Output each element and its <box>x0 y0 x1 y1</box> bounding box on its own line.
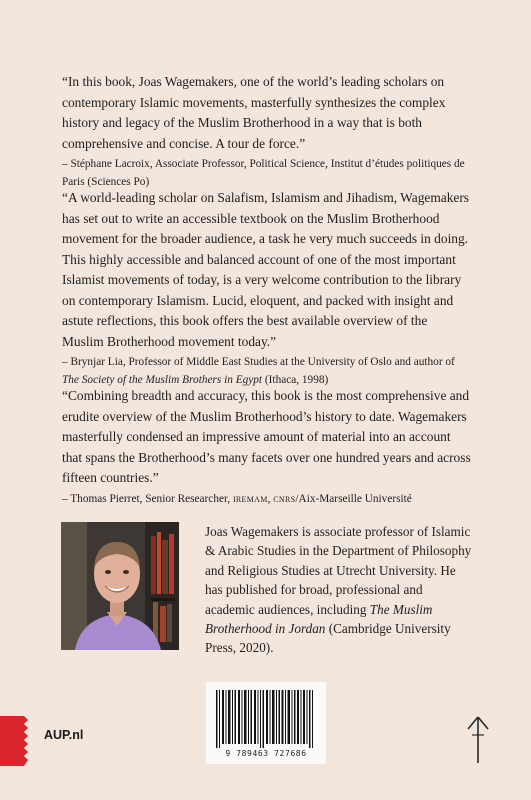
endorsement-attribution <box>62 490 472 508</box>
endorsement-attribution: – Stéphane Lacroix, Associate Professor, Political Science, Institut d’études politiques de Paris (Sciences Po) <box>62 158 465 188</box>
attribution-text: – Thomas Pierret, Senior Researcher, <box>62 492 233 505</box>
attribution-text-end: /Aix-Marseille Université <box>295 492 412 505</box>
attribution-text: – Brynjar Lia, Professor of Middle East Studies at the University of Oslo and author of <box>62 356 455 368</box>
endorsement-quote: “Combining breadth and accuracy, this book is the most comprehensive and erudite overview of the Muslim Brotherhood’s history to date. Wagemakers masterfully condensed an impressive amount of material into an account that spans the Brotherhood’s many facets over one hundred years and across fifteen countries.” <box>62 388 471 485</box>
barcode-bars <box>206 686 326 752</box>
publisher-arrow-icon <box>460 715 495 765</box>
attribution-text-end: (Ithaca, 1998) <box>262 374 329 386</box>
author-bio-text-end: (Cambridge University Press, 2020). <box>205 621 451 656</box>
attribution-separator: , <box>267 492 274 505</box>
endorsement-1 <box>62 72 472 191</box>
isbn-number: 9 789463 727686 <box>225 749 307 758</box>
author-bio <box>205 522 475 658</box>
endorsement-quote: “A world-leading scholar on Salafism, Islamism and Jihadism, Wagemakers has set out to write an accessible textbook on the Muslim Brotherhood movement for the broader audience, a task he very much succeeds in doing. This highly accessible and balanced account of one of the most important Islamist movements of today, is a very welcome contribution to the library on contemporary Islamism. Lucid, eloquent, and packed with insight and astute reflections, this book offers the best available overview of the Muslim Brotherhood movement today.” <box>62 190 470 349</box>
attribution-org: iremam <box>232 492 268 505</box>
barcode <box>206 682 326 764</box>
endorsement-attribution <box>62 353 472 389</box>
author-bio-text: Joas Wagemakers is associate professor of Islamic & Arabic Studies in the Department of Philosophy and Religious Studies at Utrecht University. He has published for broad, professional and academic audiences, including <box>205 524 472 617</box>
author-book-title: The Muslim Brotherhood in Jordan <box>205 601 433 637</box>
attribution-org: cnrs <box>273 492 296 505</box>
aup-logo <box>0 716 32 766</box>
endorsement-quote: “In this book, Joas Wagemakers, one of the world’s leading scholars on contemporary Islamic movements, masterfully synthesizes the complex history and legacy of the Muslim Brotherhood in a way that is both comprehensive and concise. A tour de force.” <box>62 74 446 151</box>
author-photo <box>61 522 179 650</box>
attribution-book-title: The Society of the Muslim Brothers in Egypt <box>62 374 263 386</box>
endorsement-3 <box>62 386 472 508</box>
publisher-website-link[interactable]: AUP.nl <box>44 728 84 742</box>
endorsement-2 <box>62 188 472 389</box>
